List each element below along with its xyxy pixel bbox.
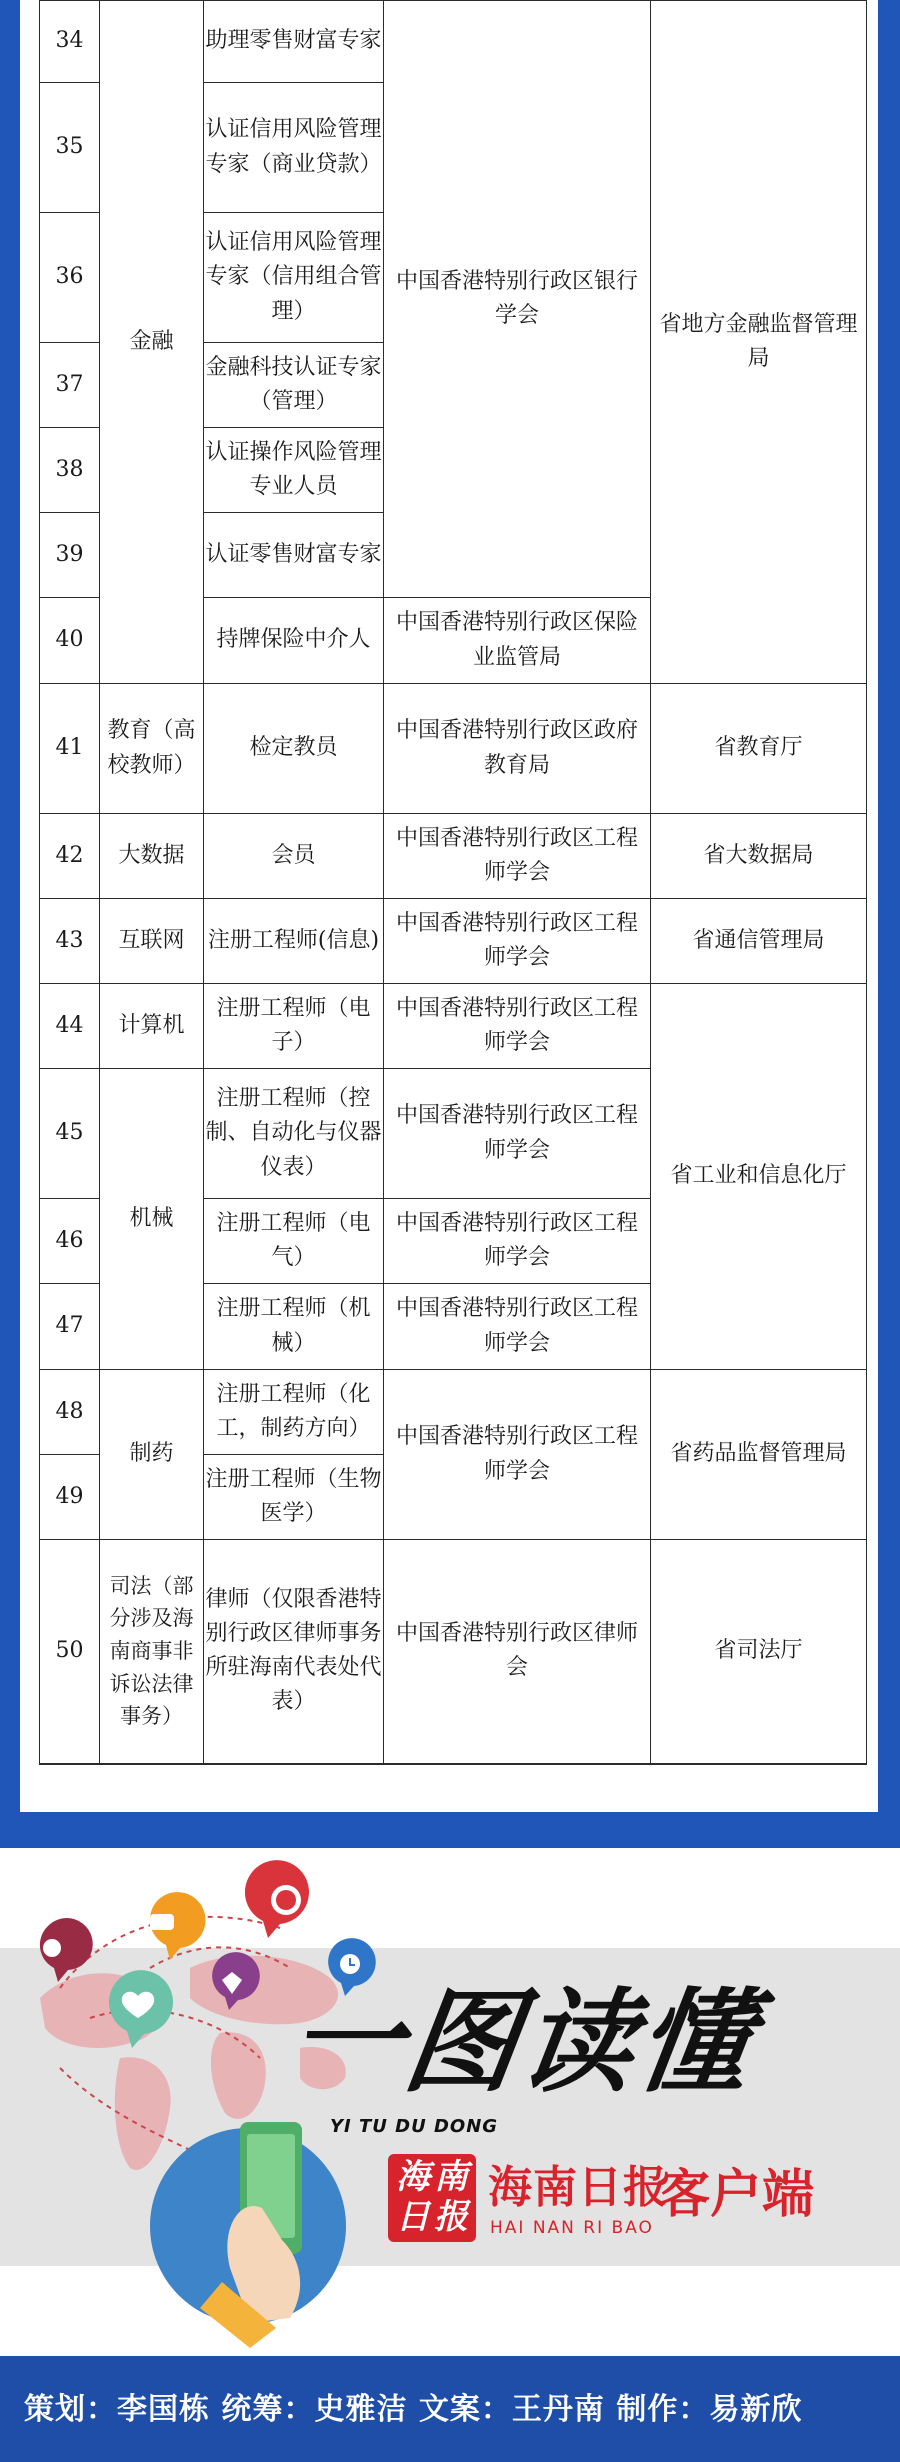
brand-client: 客户端: [658, 2164, 815, 2225]
certificate-name: 注册工程师（电子）: [204, 984, 384, 1069]
certificate-name: 律师（仅限香港特别行政区律师事务所驻海南代表处代表）: [204, 1540, 384, 1764]
row-number: 36: [40, 213, 100, 343]
authority-cell: 省通信管理局: [651, 899, 867, 984]
row-number: 42: [40, 814, 100, 899]
row-number: 48: [40, 1370, 100, 1455]
authority-cell: 省大数据局: [651, 814, 867, 899]
certificate-name: 注册工程师（电气）: [204, 1199, 384, 1284]
certificate-name: 金融科技认证专家（管理）: [204, 343, 384, 428]
issuer-cell: 中国香港特别行政区工程师学会: [384, 1069, 651, 1199]
authority-cell: 省地方金融监督管理局: [651, 1, 867, 684]
field-cell: 制药: [100, 1370, 204, 1540]
certificate-name: 注册工程师（控制、自动化与仪器仪表）: [204, 1069, 384, 1199]
authority-cell: 省工业和信息化厅: [651, 984, 867, 1370]
certificate-name: 持牌保险中介人: [204, 598, 384, 684]
table-row: [40, 1540, 867, 1764]
table-panel: [20, 0, 878, 1812]
table-row: [40, 814, 867, 899]
row-number: 46: [40, 1199, 100, 1284]
authority-cell: 省教育厅: [651, 684, 867, 814]
row-number: 43: [40, 899, 100, 984]
row-number: 40: [40, 598, 100, 684]
issuer-cell: 中国香港特别行政区政府教育局: [384, 684, 651, 814]
certificate-name: 认证信用风险管理专家（商业贷款）: [204, 83, 384, 213]
row-number: 47: [40, 1284, 100, 1370]
globe-pin-icon: [245, 1860, 309, 1938]
field-cell: 计算机: [100, 984, 204, 1069]
issuer-cell: 中国香港特别行政区工程师学会: [384, 1199, 651, 1284]
field-cell: 机械: [100, 1069, 204, 1370]
certificate-name: 认证信用风险管理专家（信用组合管理）: [204, 213, 384, 343]
row-number: 50: [40, 1540, 100, 1764]
lightbulb-pin-icon: [40, 1918, 93, 1982]
table-row: [40, 684, 867, 814]
field-cell: 教育（高校教师）: [100, 684, 204, 814]
row-number: 41: [40, 684, 100, 814]
table-row: [40, 984, 867, 1069]
row-number: 35: [40, 83, 100, 213]
issuer-cell: 中国香港特别行政区工程师学会: [384, 984, 651, 1069]
credits-text: 策划：李国栋 统筹：史雅洁 文案：王丹南 制作：易新欣: [24, 2392, 803, 2427]
row-number: 37: [40, 343, 100, 428]
certificate-name: 认证操作风险管理专业人员: [204, 428, 384, 513]
newspaper-logo: [388, 2154, 476, 2242]
banner-title-pinyin: YI TU DU DONG: [330, 2116, 499, 2137]
table-row: [40, 1370, 867, 1455]
brand-name: 海南日报: [488, 2162, 668, 2213]
row-number: 44: [40, 984, 100, 1069]
row-number: 34: [40, 1, 100, 83]
seal-char: 报: [434, 2197, 468, 2237]
row-number: 38: [40, 428, 100, 513]
row-number: 39: [40, 513, 100, 598]
seal-char: 日: [396, 2197, 430, 2237]
field-cell: 金融: [100, 1, 204, 684]
banner-title: 一图读懂: [280, 1978, 764, 2108]
issuer-cell: 中国香港特别行政区保险业监管局: [384, 598, 651, 684]
banner: [0, 1848, 900, 2356]
certificate-table: [39, 0, 867, 1765]
certificate-name: 助理零售财富专家: [204, 1, 384, 83]
certificate-name: 注册工程师（机械）: [204, 1284, 384, 1370]
authority-cell: 省药品监督管理局: [651, 1370, 867, 1540]
authority-cell: 省司法厅: [651, 1540, 867, 1764]
issuer-cell: 中国香港特别行政区工程师学会: [384, 1284, 651, 1370]
phone-hand-icon: [150, 2122, 346, 2348]
row-number: 49: [40, 1455, 100, 1540]
seal-char: 南: [434, 2157, 468, 2197]
issuer-cell: 中国香港特别行政区银行学会: [384, 1, 651, 598]
table-row: [40, 1, 867, 83]
certificate-name: 检定教员: [204, 684, 384, 814]
seal-char: 海: [396, 2157, 430, 2197]
certificate-name: 注册工程师(信息): [204, 899, 384, 984]
certificate-name: 注册工程师（化工，制药方向）: [204, 1370, 384, 1455]
field-cell: 互联网: [100, 899, 204, 984]
certificate-name: 认证零售财富专家: [204, 513, 384, 598]
table-row: [40, 899, 867, 984]
credits-bar: [0, 2356, 900, 2462]
field-cell: 司法（部分涉及海南商事非诉讼法律事务）: [100, 1540, 204, 1764]
row-number: 45: [40, 1069, 100, 1199]
brand-pinyin: HAI NAN RI BAO: [490, 2218, 654, 2238]
issuer-cell: 中国香港特别行政区工程师学会: [384, 1370, 651, 1540]
issuer-cell: 中国香港特别行政区律师会: [384, 1540, 651, 1764]
field-cell: 大数据: [100, 814, 204, 899]
issuer-cell: 中国香港特别行政区工程师学会: [384, 814, 651, 899]
issuer-cell: 中国香港特别行政区工程师学会: [384, 899, 651, 984]
certificate-name: 注册工程师（生物医学）: [204, 1455, 384, 1540]
certificate-name: 会员: [204, 814, 384, 899]
title-area: [270, 1978, 870, 2118]
